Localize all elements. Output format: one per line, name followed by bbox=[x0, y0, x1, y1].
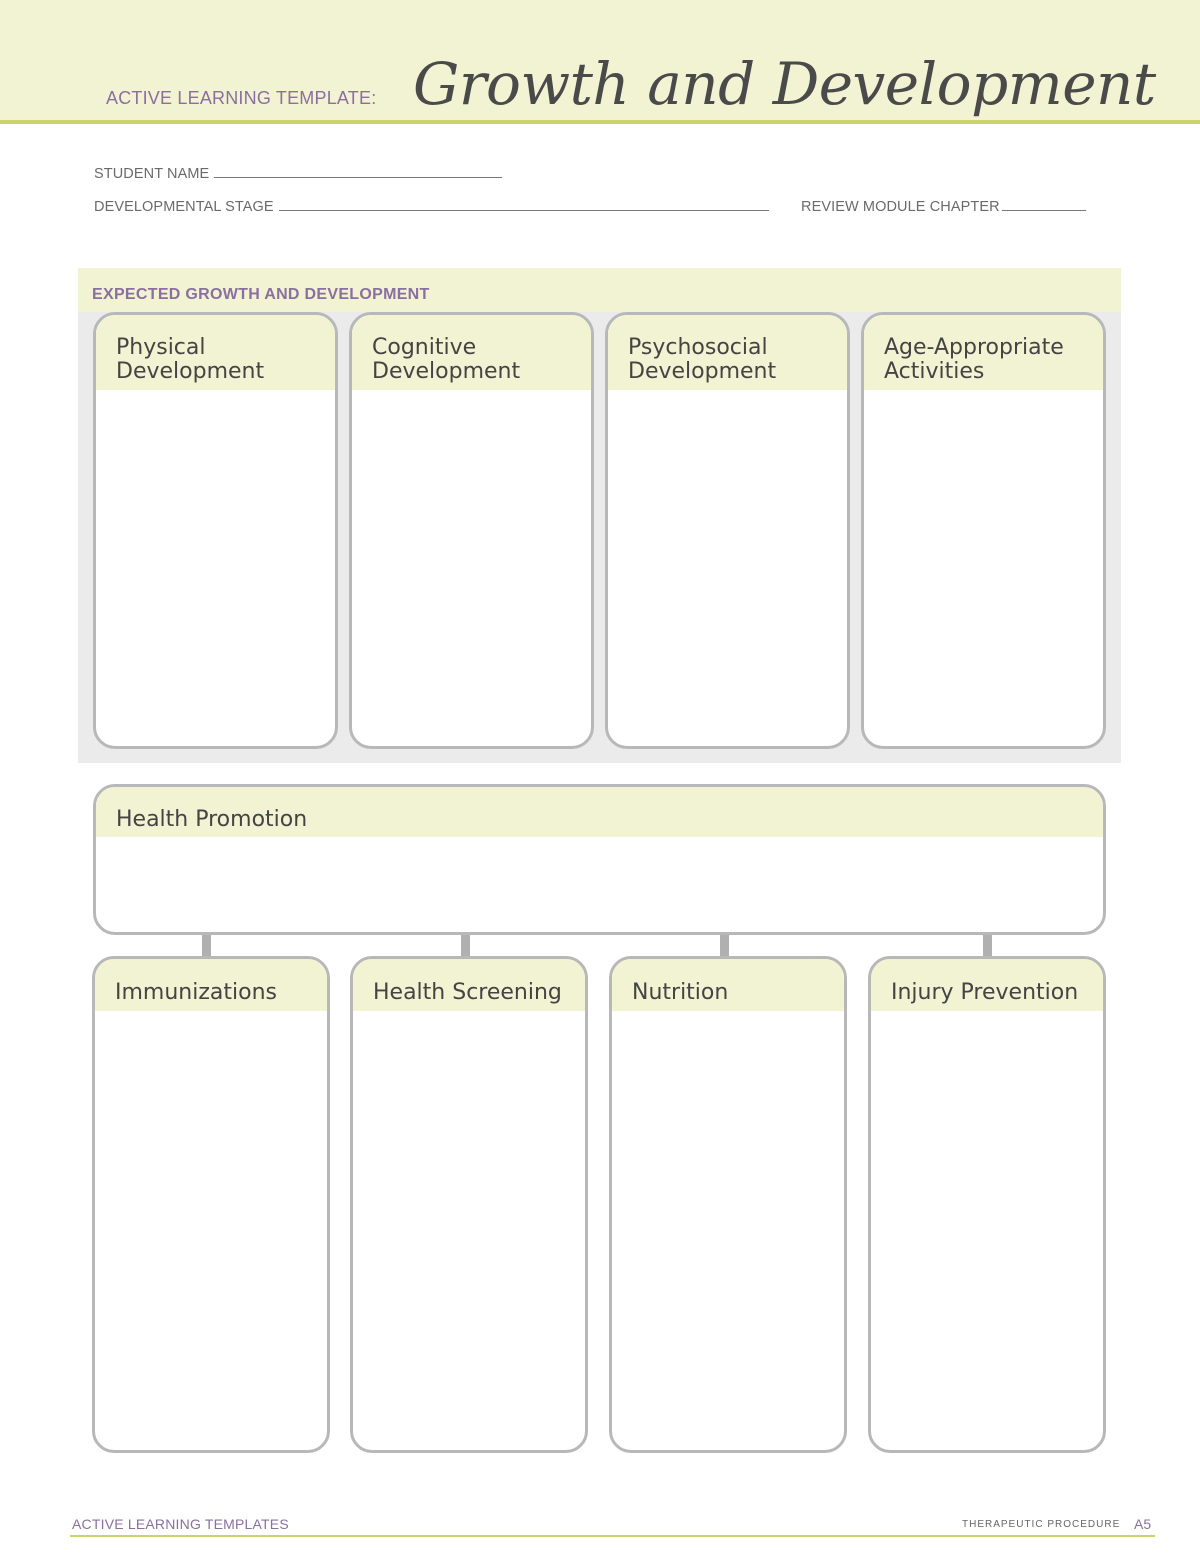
connector bbox=[461, 935, 470, 957]
footer-left-text: ACTIVE LEARNING TEMPLATES bbox=[72, 1516, 289, 1532]
injury-prevention-box[interactable] bbox=[868, 956, 1106, 1453]
developmental-stage-field[interactable] bbox=[94, 197, 769, 215]
age-appropriate-activities-box[interactable] bbox=[861, 312, 1106, 749]
connector bbox=[202, 935, 211, 957]
box-title: Health Promotion bbox=[116, 807, 308, 832]
box-title: Physical Development bbox=[116, 335, 265, 384]
box-title: Cognitive Development bbox=[372, 335, 521, 384]
developmental-stage-line[interactable] bbox=[279, 197, 769, 211]
psychosocial-development-box[interactable] bbox=[605, 312, 850, 749]
page-title: Growth and Development bbox=[413, 50, 1156, 118]
expected-growth-title: EXPECTED GROWTH AND DEVELOPMENT bbox=[92, 286, 430, 303]
box-title: Immunizations bbox=[115, 980, 277, 1005]
cognitive-development-box[interactable] bbox=[349, 312, 594, 749]
box-title: Age-Appropriate Activities bbox=[884, 335, 1064, 384]
connector bbox=[983, 935, 992, 957]
box-title: Health Screening bbox=[373, 980, 562, 1005]
health-screening-box[interactable] bbox=[350, 956, 588, 1453]
header-band bbox=[0, 0, 1200, 124]
health-promotion-box[interactable] bbox=[93, 784, 1106, 935]
box-title: Psychosocial Development bbox=[628, 335, 777, 384]
review-module-field[interactable] bbox=[801, 197, 1086, 215]
footer-right-text: THERAPEUTIC PROCEDURE bbox=[962, 1519, 1121, 1530]
review-module-line[interactable] bbox=[1002, 197, 1086, 211]
footer-divider bbox=[70, 1535, 1155, 1537]
student-name-field[interactable] bbox=[94, 164, 502, 182]
developmental-stage-label: DEVELOPMENTAL STAGE bbox=[94, 199, 274, 215]
immunizations-box[interactable] bbox=[92, 956, 330, 1453]
nutrition-box[interactable] bbox=[609, 956, 847, 1453]
page-number: A5 bbox=[1134, 1516, 1152, 1532]
template-label: ACTIVE LEARNING TEMPLATE: bbox=[106, 88, 377, 108]
student-name-line[interactable] bbox=[214, 164, 502, 178]
physical-development-box[interactable] bbox=[93, 312, 338, 749]
box-title: Nutrition bbox=[632, 980, 729, 1005]
box-title: Injury Prevention bbox=[891, 980, 1079, 1005]
expected-growth-header bbox=[78, 268, 1121, 312]
student-name-label: STUDENT NAME bbox=[94, 166, 210, 182]
review-module-label: REVIEW MODULE CHAPTER bbox=[801, 199, 1000, 215]
connector bbox=[720, 935, 729, 957]
